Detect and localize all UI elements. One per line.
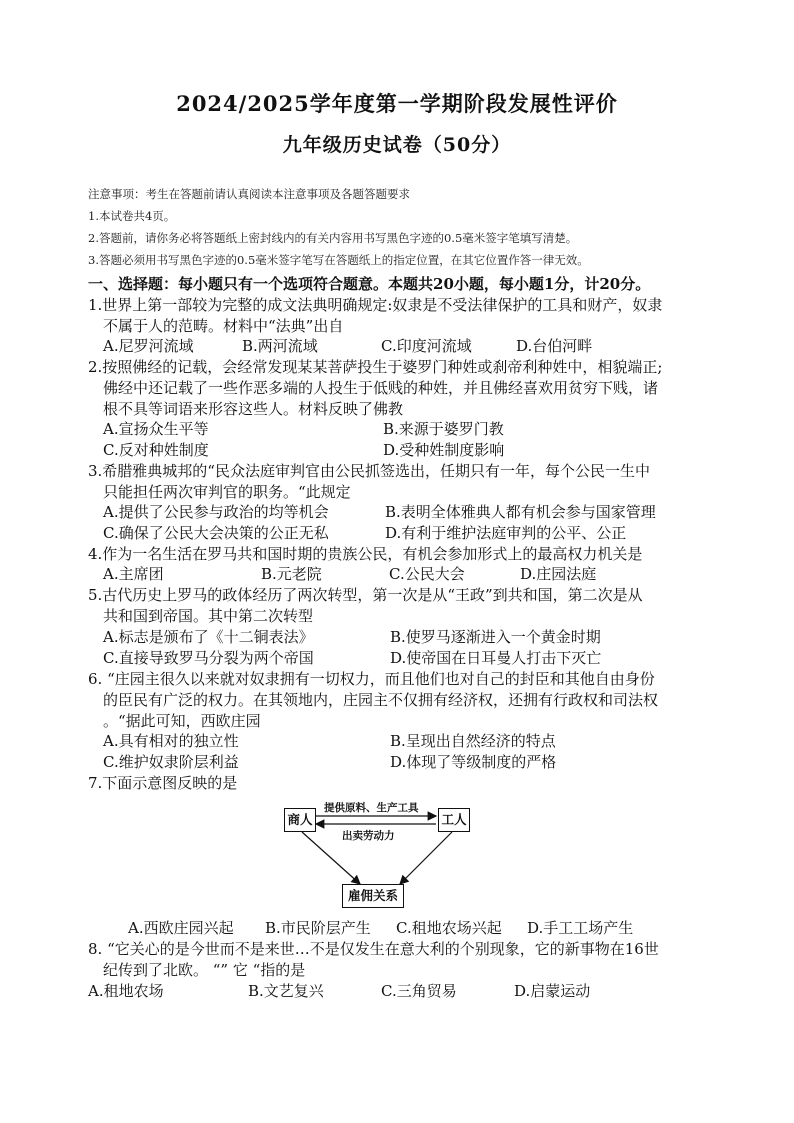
question-2-text: 根不具等词语来形容这些人。材料反映了佛教 xyxy=(103,400,404,418)
q1-option-c[interactable]: C.印度河流域 xyxy=(381,337,472,355)
notice-heading: 注意事项：考生在答题前请认真阅读本注意事项及各题答题要求 xyxy=(88,187,410,201)
q5-option-b[interactable]: B.使罗马逐渐进入一个黄金时期 xyxy=(390,628,601,646)
question-6-text: 。“据此可知，西欧庄园 xyxy=(103,712,261,730)
q8-option-c[interactable]: C.三角贸易 xyxy=(381,982,457,1000)
employment-relation-box: 雇佣关系 xyxy=(342,884,404,908)
question-3-text: 只能担任两次审判官的职务。“此规定 xyxy=(103,483,351,501)
question-2-text: 佛经中还记载了一些作恶多端的人投生于低贱的种姓，并且佛经喜欢用贫穷下贱，诸 xyxy=(103,379,659,397)
notice-line: 3.答题必须用书写黑色字迹的0.5毫米签字笔写在答题纸上的指定位置，在其它位置作答一律无效。 xyxy=(88,253,589,267)
question-6-text: 的臣民有广泛的权力。在其领地内，庄园主不仅拥有经济权，还拥有行政权和司法权 xyxy=(103,691,659,709)
question-8-text: 纪传到了北欧。 “” 它 “指的是 xyxy=(103,961,306,979)
q1-option-a[interactable]: A.尼罗河流域 xyxy=(103,337,194,355)
q3-option-c[interactable]: C.确保了公民大会决策的公正无私 xyxy=(103,524,329,542)
q7-option-d[interactable]: D.手工工场产生 xyxy=(527,919,634,937)
q3-option-a[interactable]: A.提供了公民参与政治的均等机会 xyxy=(103,503,329,521)
arrow-worker-relation xyxy=(400,832,452,884)
page-subtitle: 九年级历史试卷（50分） xyxy=(282,134,512,156)
question-2-text: 2.按照佛经的记载，会经常发现某某菩萨投生于婆罗门种姓或刹帝利种姓中，相貌端正; xyxy=(88,358,663,376)
page-title: 2024/2025学年度第一学期阶段发展性评价 xyxy=(176,91,618,116)
q4-option-a[interactable]: A.主席团 xyxy=(103,565,164,583)
question-5-text: 5.古代历史上罗马的政体经历了两次转型，第一次是从“王政”到共和国，第二次是从 xyxy=(88,586,643,604)
q4-option-c[interactable]: C.公民大会 xyxy=(389,565,465,583)
notice-line: 2.答题前，请你务必将答题纸上密封线内的有关内容用书写黑色字迹的0.5毫米签字笔填写清楚。 xyxy=(88,231,578,245)
q6-option-d[interactable]: D.体现了等级制度的严格 xyxy=(390,753,557,771)
q7-option-b[interactable]: B.市民阶层产生 xyxy=(265,919,371,937)
q2-option-b[interactable]: B.来源于婆罗门教 xyxy=(383,420,504,438)
employment-diagram xyxy=(280,800,480,910)
worker-box: 工人 xyxy=(438,808,470,832)
q5-option-a[interactable]: A.标志是颁布了《十二铜表法》 xyxy=(103,628,314,646)
q5-option-c[interactable]: C.直接导致罗马分裂为两个帝国 xyxy=(103,649,314,667)
section-heading: 一、选择题：每小题只有一个选项符合题意。本题共20小题，每小题1分，计20分。 xyxy=(88,275,651,293)
q4-option-d[interactable]: D.庄园法庭 xyxy=(520,565,597,583)
q3-option-b[interactable]: B.表明全体雅典人都有机会参与国家管理 xyxy=(385,503,656,521)
notice-line: 1.本试卷共4页。 xyxy=(88,209,176,223)
q8-option-b[interactable]: B.文艺复兴 xyxy=(248,982,324,1000)
diagram-bottom-label: 出卖劳动力 xyxy=(342,830,395,842)
question-7-text: 7.下面示意图反映的是 xyxy=(88,774,238,792)
q2-option-d[interactable]: D.受种姓制度影响 xyxy=(383,441,505,459)
question-4-text: 4.作为一名生活在罗马共和国时期的贵族公民，有机会参加形式上的最高权力机关是 xyxy=(88,545,643,563)
q8-option-a[interactable]: A.租地农场 xyxy=(88,982,164,1000)
question-5-text: 共和国到帝国。其中第二次转型 xyxy=(103,607,314,625)
merchant-box: 商人 xyxy=(284,808,316,832)
question-6-text: 6. “庄园主很久以来就对奴隶拥有一切权力，而且他们也对自己的封臣和其他自由身份 xyxy=(88,670,655,688)
q8-option-d[interactable]: D.启蒙运动 xyxy=(514,982,591,1000)
q7-option-a[interactable]: A.西欧庄园兴起 xyxy=(128,919,234,937)
q1-option-d[interactable]: D.台伯河畔 xyxy=(516,337,593,355)
question-1-text: 1.世界上第一部较为完整的成文法典明确规定:奴隶是不受法律保护的工具和财产，奴隶 xyxy=(88,296,663,314)
q6-option-b[interactable]: B.呈现出自然经济的特点 xyxy=(390,732,556,750)
q5-option-d[interactable]: D.使帝国在日耳曼人打击下灭亡 xyxy=(390,649,602,667)
question-1-text: 不属于人的范畴。材料中“法典”出自 xyxy=(103,317,344,335)
diagram-top-label: 提供原料、生产工具 xyxy=(324,802,419,814)
q3-option-d[interactable]: D.有利于维护法庭审判的公平、公正 xyxy=(385,524,627,542)
q6-option-c[interactable]: C.维护奴隶阶层利益 xyxy=(103,753,239,771)
q1-option-b[interactable]: B.两河流域 xyxy=(242,337,318,355)
question-8-text: 8. “它关心的是今世而不是来世…不是仅发生在意大利的个别现象，它的新事物在16世 xyxy=(88,940,659,958)
question-3-text: 3.希腊雅典城邦的“民众法庭审判官由公民抓签选出，任期只有一年，每个公民一生中 xyxy=(88,462,650,480)
q4-option-b[interactable]: B.元老院 xyxy=(261,565,322,583)
q2-option-a[interactable]: A.宣扬众生平等 xyxy=(103,420,209,438)
q6-option-a[interactable]: A.具有相对的独立性 xyxy=(103,732,239,750)
q2-option-c[interactable]: C.反对种姓制度 xyxy=(103,441,209,459)
q7-option-c[interactable]: C.租地农场兴起 xyxy=(396,919,502,937)
